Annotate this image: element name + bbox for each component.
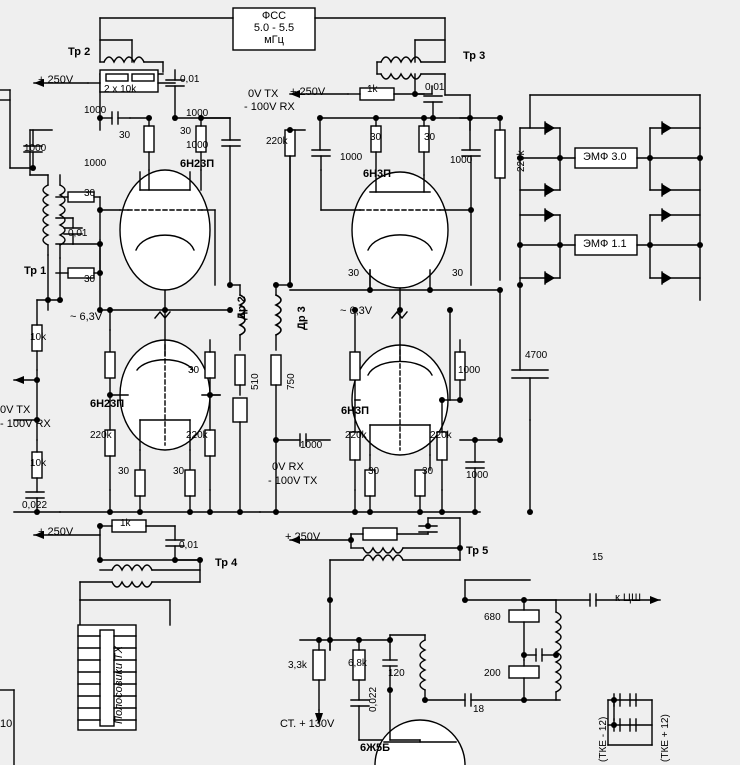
value-c1000-c: 1000: [186, 140, 209, 151]
heater-63v-2: ~ 6,3V: [340, 305, 373, 317]
bias-0v-tx-1: 0V TX: [248, 88, 279, 100]
annotation-tke-minus12: (ТКЕ - 12): [598, 716, 609, 762]
value-r30-a: 30: [119, 130, 131, 141]
value-r68k: 6,8k: [348, 658, 367, 669]
value-c18: 18: [473, 704, 485, 715]
value-r30-m: 30: [422, 466, 434, 477]
value-r10k-a: 10k: [30, 332, 47, 343]
supply-250v-4: + 250V: [285, 531, 321, 543]
fss-line3: мГц: [264, 34, 284, 46]
value-c1000-e: 1000: [450, 155, 473, 166]
value-r30-j: 30: [348, 268, 360, 279]
value-c4700: 4700: [525, 350, 548, 361]
transformer-tp5-label: Тр 5: [466, 545, 489, 557]
value-c1000-h: 1000: [300, 440, 323, 451]
emf30-label: ЭМФ 3.0: [583, 151, 627, 163]
value-c1000-g: 1000: [466, 470, 489, 481]
transformer-tp4-label: Тр 4: [215, 557, 238, 569]
value-r10k-b: 10k: [30, 458, 47, 469]
value-r220k-a: 220k: [90, 430, 112, 441]
value-c001-d: 0,01: [425, 82, 445, 93]
value-c1000-d: 1000: [340, 152, 363, 163]
value-r1k-b: 1k: [367, 84, 378, 95]
emf11-label: ЭМФ 1.1: [583, 238, 627, 250]
fss-line1: ФСС: [261, 10, 287, 22]
value-c200: 200: [484, 668, 501, 679]
transformer-tp1-label: Тр 1: [24, 265, 47, 277]
value-r220k-b: 220k: [186, 430, 208, 441]
value-r750: 750: [286, 373, 297, 390]
value-r30-e: 30: [188, 365, 200, 376]
choke-dr2-label: Др 2: [236, 296, 248, 320]
value-r220k-e: 220k: [345, 430, 367, 441]
value-r30-k: 30: [452, 268, 464, 279]
fss-line2: 5.0 - 5.5: [253, 22, 295, 34]
supply-250v-3: + 250V: [38, 526, 74, 538]
tube-label-4: 6Н3П: [341, 405, 370, 417]
value-r1k-a: 1k: [120, 518, 131, 529]
tube-label-2: 6Н23П: [90, 398, 125, 410]
bias-100v-rx-1: - 100V RX: [244, 101, 295, 113]
value-r220k-d: 220k: [516, 150, 527, 172]
value-c1000-i: 1000: [84, 158, 107, 169]
value-r33k: 3,3k: [288, 660, 307, 671]
value-c1000-b: 1000: [24, 143, 47, 154]
bandpass-label: Полосовики TX: [113, 645, 125, 724]
value-c001-b: 0,01: [68, 228, 88, 239]
fss-block-label: [233, 10, 315, 46]
value-r220k-c: 220k: [266, 136, 288, 147]
heater-63v-1: ~ 6,3V: [70, 311, 103, 323]
supply-250v-2: + 250V: [290, 86, 326, 98]
bias-0v-tx-2: 0V TX: [0, 404, 31, 416]
choke-dr3-label: Др 3: [296, 306, 308, 330]
tube-label-3: 6Н3П: [363, 168, 392, 180]
value-c1000-j: 1000: [186, 108, 209, 119]
value-r510: 510: [250, 373, 261, 390]
tube-label-1: 6Н23П: [180, 158, 215, 170]
stab-130v: СТ. + 130V: [280, 718, 335, 730]
bias-100v-rx-2: - 100V RX: [0, 418, 51, 430]
value-c15: 15: [592, 552, 604, 563]
value-r680: 680: [484, 612, 501, 623]
value-r30-b: 30: [180, 126, 192, 137]
value-c001-c: 0,01: [179, 540, 199, 551]
annotation-tke-plus12: (ТКЕ + 12): [660, 714, 671, 762]
supply-250v-1: + 250V: [38, 74, 74, 86]
value-r30-f: 30: [118, 466, 130, 477]
bias-100v-tx: - 100V TX: [268, 475, 318, 487]
transformer-tp2-label: Тр 2: [68, 46, 91, 58]
value-r30-g: 30: [173, 466, 185, 477]
value-r30-c: 30: [84, 188, 96, 199]
value-r30-i: 30: [424, 132, 436, 143]
value-r30-d: 30: [84, 274, 96, 285]
value-r220k-f: 220k: [430, 430, 452, 441]
value-r30-l: 30: [368, 466, 380, 477]
value-c1000-f: 1000: [458, 365, 481, 376]
value-c0022-b: 0,022: [368, 686, 379, 712]
value-2x10k: 2 x 10k: [104, 84, 137, 95]
tube-label-5: 6Ж5Б: [360, 742, 391, 754]
value-c0022: 0,022: [22, 500, 48, 511]
bias-0v-rx: 0V RX: [272, 461, 304, 473]
annotation-10: 10: [0, 718, 13, 730]
annotation-to-csh: к ЦШ: [615, 592, 642, 604]
value-r30-h: 30: [370, 132, 382, 143]
value-c1000-a: 1000: [84, 105, 107, 116]
value-c120: 120: [388, 668, 405, 679]
transformer-tp3-label: Тр 3: [463, 50, 486, 62]
value-c001-a: 0,01: [180, 74, 200, 85]
